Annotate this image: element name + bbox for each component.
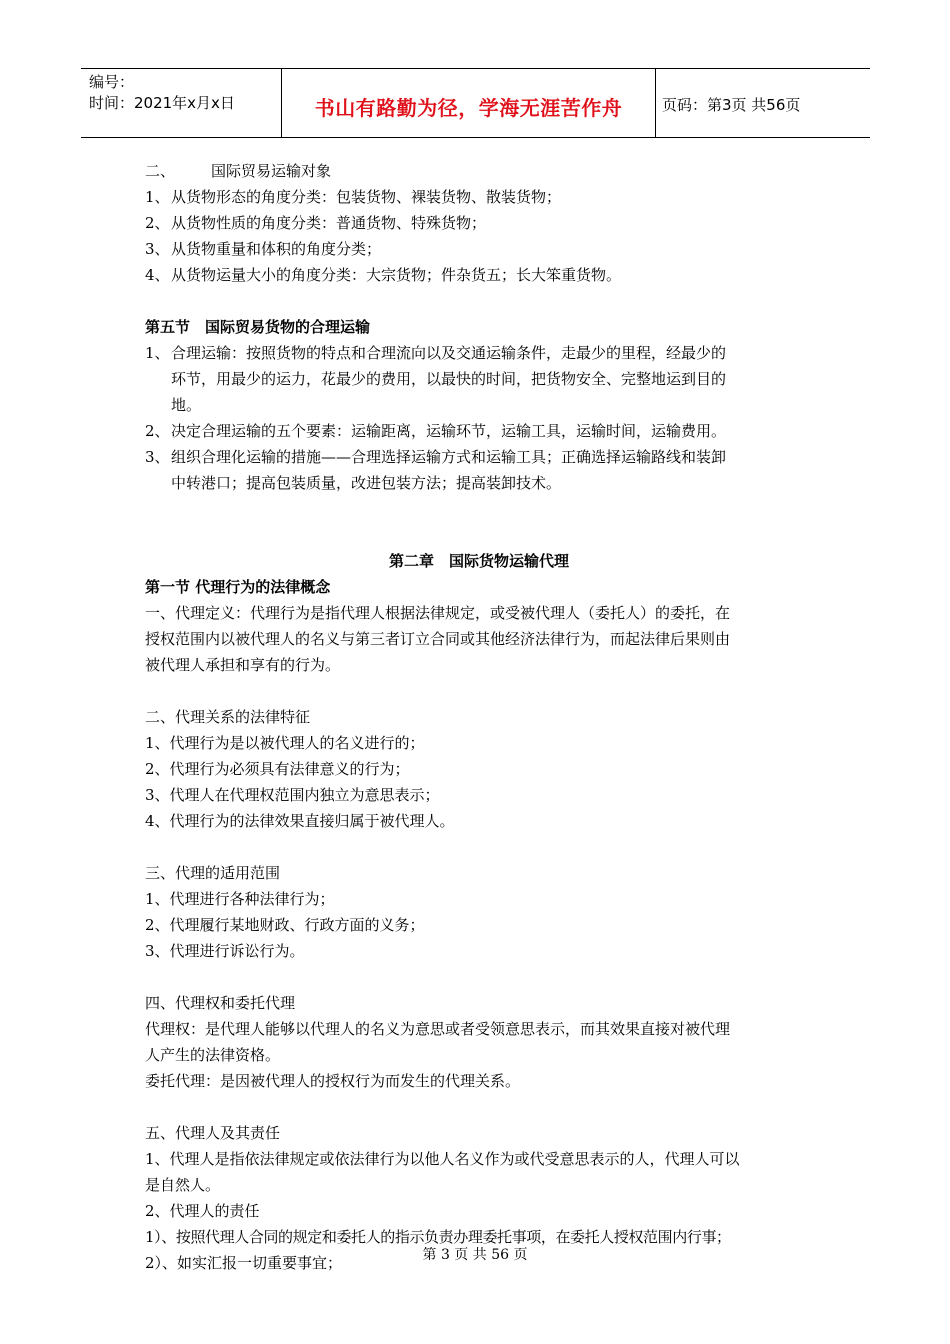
list-item-continuation: 环节，用最少的运力，花最少的费用，以最快的时间，把货物安全、完整地运到目的 (171, 370, 727, 388)
list-item (145, 418, 813, 444)
list-item-line (145, 418, 813, 444)
agent-line: 2、代理人的责任 (145, 1202, 260, 1220)
agent-line: 2）、如实汇报一切重要事宜； (145, 1254, 343, 1272)
list-item-continuation: 中转港口；提高包装质量，改进包装方法；提高装卸技术。 (171, 474, 562, 492)
page-header (81, 68, 870, 138)
list-item (145, 210, 813, 236)
chapter-two-section-one-title: 第一节 代理行为的法律概念 (145, 578, 331, 596)
header-meta-cell (81, 69, 282, 137)
list-item-text: 合理运输：按照货物的特点和合理流向以及交通运输条件，走最少的里程，经最少的 (171, 344, 727, 362)
authority-heading: 四、代理权和委托代理 (145, 994, 296, 1012)
list-item-num: 2、 (145, 422, 170, 440)
list-item-text: 决定合理运输的五个要素：运输距离，运输环节，运输工具，运输时间，运输费用。 (171, 422, 727, 440)
list-item (145, 236, 813, 262)
list-item-continuation: 地。 (171, 396, 202, 414)
feature-item: 4、代理行为的法律效果直接归属于被代理人。 (145, 812, 455, 830)
list-item-num: 1、 (145, 188, 170, 206)
spacer (145, 1094, 813, 1120)
list-item (145, 444, 813, 496)
document-date-label: 时间：2021年x月x日 (89, 94, 235, 112)
list-item-text: 从货物运量大小的角度分类：大宗货物；件杂货五；长大笨重货物。 (171, 266, 622, 284)
definition-line: 授权范围内以被代理人的名义与第三者订立合同或其他经济法律行为，而起法律后果则由 (145, 630, 731, 648)
document-number-label: 编号： (89, 73, 135, 91)
list-item-text: 从货物形态的角度分类：包装货物、裸装货物、散装货物； (171, 188, 562, 206)
chapter-two-title: 第二章 国际货物运输代理 (388, 552, 569, 570)
list-item-num: 3、 (145, 240, 170, 258)
list-item-num: 4、 (145, 266, 170, 284)
list-item-num: 3、 (145, 448, 170, 466)
spacer (145, 678, 813, 704)
list-item-text: 组织合理化运输的措施——合理选择运输方式和运输工具；正确选择运输路线和装卸 (171, 448, 727, 466)
spacer (145, 964, 813, 990)
list-item-text: 从货物性质的角度分类：普通货物、特殊货物； (171, 214, 487, 232)
list-item-text: 从货物重量和体积的角度分类； (171, 240, 382, 258)
scope-item: 3、代理进行诉讼行为。 (145, 942, 305, 960)
page-footer: 第 3 页 共 56 页 (422, 1247, 528, 1263)
section-five-title: 第五节 国际贸易货物的合理运输 (145, 318, 371, 336)
list-item-num: 2、 (145, 214, 170, 232)
agent-line: 是自然人。 (145, 1176, 221, 1194)
list-item-line (145, 340, 813, 366)
agent-heading: 五、代理人及其责任 (145, 1124, 281, 1142)
list-item (145, 262, 813, 288)
section-two-heading-text: 国际贸易运输对象 (211, 162, 332, 180)
authority-line: 人产生的法律资格。 (145, 1046, 281, 1064)
list-item-num: 1、 (145, 344, 170, 362)
document-body (145, 158, 813, 1276)
header-motto: 书山有路勤为径，学海无涯苦作舟 (282, 69, 656, 137)
agent-line: 1）、按照代理人合同的规定和委托人的指示负责办理委托事项，在委托人授权范围内行事； (145, 1228, 731, 1246)
feature-item: 3、代理人在代理权范围内独立为意思表示； (145, 786, 440, 804)
list-item (145, 340, 813, 418)
scope-heading: 三、代理的适用范围 (145, 864, 281, 882)
authority-line: 代理权：是代理人能够以代理人的名义为意思或者受领意思表示，而其效果直接对被代理 (145, 1020, 731, 1038)
spacer (145, 834, 813, 860)
spacer (145, 522, 813, 548)
feature-item: 1、代理行为是以被代理人的名义进行的； (145, 734, 425, 752)
section-two-heading-num: 二、 (145, 162, 176, 180)
section-two-heading (145, 158, 813, 184)
scope-item: 1、代理进行各种法律行为； (145, 890, 335, 908)
spacer (145, 288, 813, 314)
agent-line: 1、代理人是指依法律规定或依法律行为以他人名义作为或代受意思表示的人，代理人可以 (145, 1150, 740, 1168)
list-item-line (145, 444, 813, 470)
header-page-label: 页码：第3页 共56页 (662, 95, 801, 114)
authority-line: 委托代理：是因被代理人的授权行为而发生的代理关系。 (145, 1072, 521, 1090)
spacer (145, 496, 813, 522)
definition-line: 被代理人承担和享有的行为。 (145, 656, 341, 674)
feature-item: 2、代理行为必须具有法律意义的行为； (145, 760, 410, 778)
features-heading: 二、代理关系的法律特征 (145, 708, 311, 726)
definition-line: 一、代理定义：代理行为是指代理人根据法律规定，或受被代理人（委托人）的委托，在 (145, 604, 731, 622)
scope-item: 2、代理履行某地财政、行政方面的义务； (145, 916, 425, 934)
list-item (145, 184, 813, 210)
